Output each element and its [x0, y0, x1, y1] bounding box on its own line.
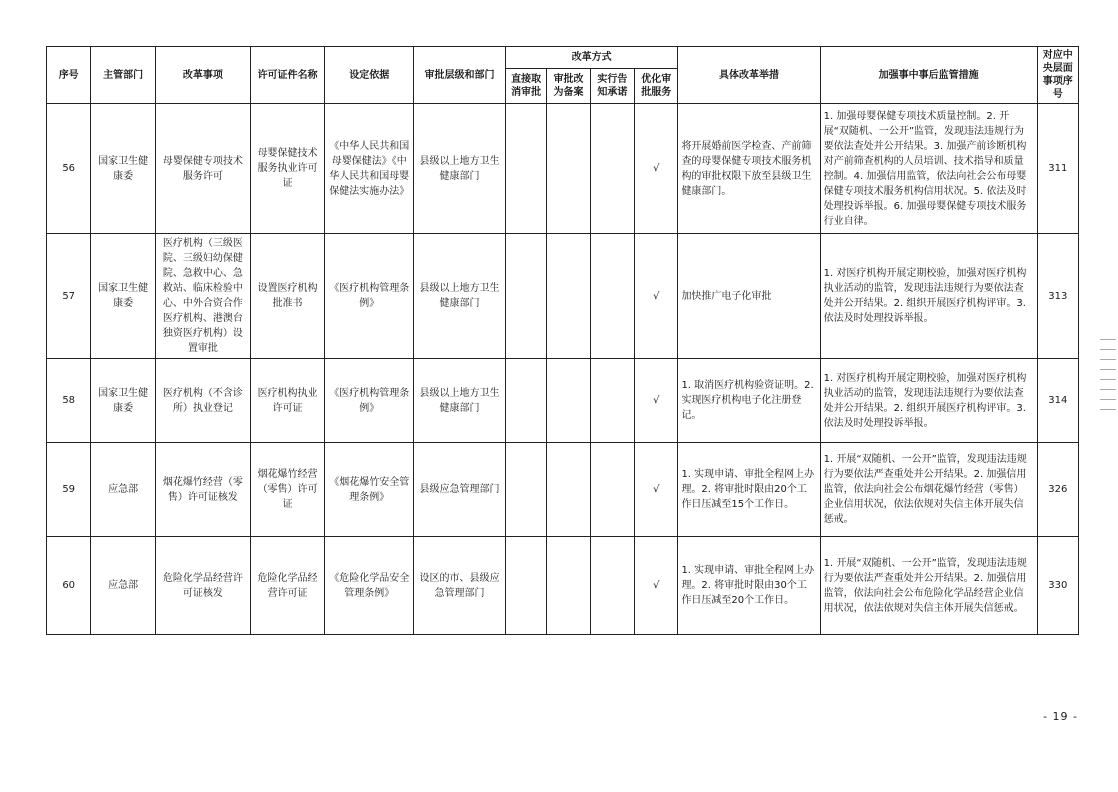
- header-item: 改革事项: [155, 47, 250, 104]
- table-row: [47, 234, 1079, 359]
- row-mark-commit: [590, 234, 634, 359]
- row-license: 烟花爆竹经营（零售）许可证: [250, 443, 325, 537]
- header-license: 许可证件名称: [250, 47, 325, 104]
- header-to-filing: 审批改为备案: [547, 68, 590, 103]
- row-mark-commit: [590, 104, 634, 234]
- header-dept: 主管部门: [91, 47, 156, 104]
- row-seq: 57: [47, 234, 91, 359]
- row-supervision: 1. 开展“双随机、一公开”监管，发现违法违规行为要依法严查重处并公开结果。2. 加强信用监管，依法向社会公布危险化学品经营企业信用状况，依法依规对失信主体开展失信惩戒。: [820, 537, 1037, 635]
- row-license: 母婴保健技术服务执业许可证: [250, 104, 325, 234]
- row-measures: 1. 实现申请、审批全程网上办理。2. 将审批时限由30个工作日压减至20个工作日。: [678, 537, 820, 635]
- header-reform-group: 改革方式: [505, 47, 677, 69]
- row-mark-optimize: √: [635, 443, 678, 537]
- header-seq: 序号: [47, 47, 91, 104]
- row-level: 县级以上地方卫生健康部门: [414, 104, 506, 234]
- header-level: 审批层级和部门: [414, 47, 506, 104]
- row-item: 医疗机构（不含诊所）执业登记: [155, 359, 250, 443]
- row-dept: 国家卫生健康委: [91, 234, 156, 359]
- row-mark-optimize: √: [635, 537, 678, 635]
- row-mark-cancel: [505, 537, 546, 635]
- header-central-seq: 对应中央层面事项序号: [1037, 47, 1078, 104]
- row-item: 烟花爆竹经营（零售）许可证核发: [155, 443, 250, 537]
- row-central-seq: 330: [1037, 537, 1078, 635]
- row-level: 县级应急管理部门: [414, 443, 506, 537]
- row-license: 医疗机构执业许可证: [250, 359, 325, 443]
- row-item: 医疗机构（三级医院、三级妇幼保健院、急救中心、急救站、临床检验中心、中外合资合作医疗机构、港澳台独资医疗机构）设置审批: [155, 234, 250, 359]
- header-measures: 具体改革举措: [678, 47, 820, 104]
- row-basis: 《危险化学品安全管理条例》: [325, 537, 414, 635]
- row-mark-commit: [590, 537, 634, 635]
- row-item: 母婴保健专项技术服务许可: [155, 104, 250, 234]
- table-row: [47, 537, 1079, 635]
- page-number: - 19 -: [1043, 710, 1078, 723]
- row-dept: 应急部: [91, 443, 156, 537]
- row-mark-filing: [547, 234, 590, 359]
- row-measures: 加快推广电子化审批: [678, 234, 820, 359]
- header-notify-commit: 实行告知承诺: [590, 68, 634, 103]
- row-seq: 56: [47, 104, 91, 234]
- row-mark-cancel: [505, 104, 546, 234]
- header-supervision: 加强事中事后监管措施: [820, 47, 1037, 104]
- row-basis: 《中华人民共和国母婴保健法》《中华人民共和国母婴保健法实施办法》: [325, 104, 414, 234]
- row-mark-commit: [590, 443, 634, 537]
- row-dept: 国家卫生健康委: [91, 359, 156, 443]
- row-level: 设区的市、县级应急管理部门: [414, 537, 506, 635]
- row-dept: 应急部: [91, 537, 156, 635]
- row-mark-filing: [547, 537, 590, 635]
- row-supervision: 1. 加强母婴保健专项技术质量控制。2. 开展“双随机、一公开”监管，发现违法违规行为要依法查处并公开结果。3. 加强产前诊断机构对产前筛查机构的人员培训、技术指导和质量控制。4. 加强信用监管，依法向社会公布母婴保健专项技术服务机构信用状况。5. 依法及时处理投诉举报。6. 加强母婴保健专项技术服务行业自律。: [820, 104, 1037, 234]
- row-measures: 1. 实现申请、审批全程网上办理。2. 将审批时限由20个工作日压减至15个工作日。: [678, 443, 820, 537]
- row-mark-filing: [547, 359, 590, 443]
- row-basis: 《烟花爆竹安全管理条例》: [325, 443, 414, 537]
- row-central-seq: 326: [1037, 443, 1078, 537]
- row-mark-filing: [547, 104, 590, 234]
- header-optimize-service: 优化审批服务: [635, 68, 678, 103]
- header-row-1: [47, 47, 1079, 69]
- row-supervision: 1. 对医疗机构开展定期校验，加强对医疗机构执业活动的监管，发现违法违规行为要依法查处并公开结果。2. 组织开展医疗机构评审。3. 依法及时处理投诉举报。: [820, 234, 1037, 359]
- reform-table: [46, 46, 1079, 635]
- row-level: 县级以上地方卫生健康部门: [414, 359, 506, 443]
- row-mark-cancel: [505, 443, 546, 537]
- row-basis: 《医疗机构管理条例》: [325, 234, 414, 359]
- row-seq: 59: [47, 443, 91, 537]
- row-measures: 将开展婚前医学检查、产前筛查的母婴保健专项技术服务机构的审批权限下放至县级卫生健康部门。: [678, 104, 820, 234]
- table-row: [47, 104, 1079, 234]
- row-seq: 58: [47, 359, 91, 443]
- row-license: 设置医疗机构批准书: [250, 234, 325, 359]
- row-central-seq: 314: [1037, 359, 1078, 443]
- row-central-seq: 313: [1037, 234, 1078, 359]
- row-mark-optimize: √: [635, 359, 678, 443]
- row-item: 危险化学品经营许可证核发: [155, 537, 250, 635]
- row-level: 县级以上地方卫生健康部门: [414, 234, 506, 359]
- row-basis: 《医疗机构管理条例》: [325, 359, 414, 443]
- row-license: 危险化学品经营许可证: [250, 537, 325, 635]
- header-cancel-approval: 直接取消审批: [505, 68, 546, 103]
- scan-margin-marks: [1100, 330, 1116, 419]
- header-basis: 设定依据: [325, 47, 414, 104]
- row-central-seq: 311: [1037, 104, 1078, 234]
- table-row: [47, 443, 1079, 537]
- row-mark-optimize: √: [635, 234, 678, 359]
- row-measures: 1. 取消医疗机构验资证明。2. 实现医疗机构电子化注册登记。: [678, 359, 820, 443]
- row-mark-optimize: √: [635, 104, 678, 234]
- row-dept: 国家卫生健康委: [91, 104, 156, 234]
- row-seq: 60: [47, 537, 91, 635]
- row-supervision: 1. 开展“双随机、一公开”监管，发现违法违规行为要依法严查重处并公开结果。2. 加强信用监管，依法向社会公布烟花爆竹经营（零售）企业信用状况，依法依规对失信主体开展失信惩戒。: [820, 443, 1037, 537]
- row-mark-cancel: [505, 359, 546, 443]
- row-mark-commit: [590, 359, 634, 443]
- table-row: [47, 359, 1079, 443]
- row-mark-cancel: [505, 234, 546, 359]
- row-mark-filing: [547, 443, 590, 537]
- row-supervision: 1. 对医疗机构开展定期校验，加强对医疗机构执业活动的监管，发现违法违规行为要依法查处并公开结果。2. 组织开展医疗机构评审。3. 依法及时处理投诉举报。: [820, 359, 1037, 443]
